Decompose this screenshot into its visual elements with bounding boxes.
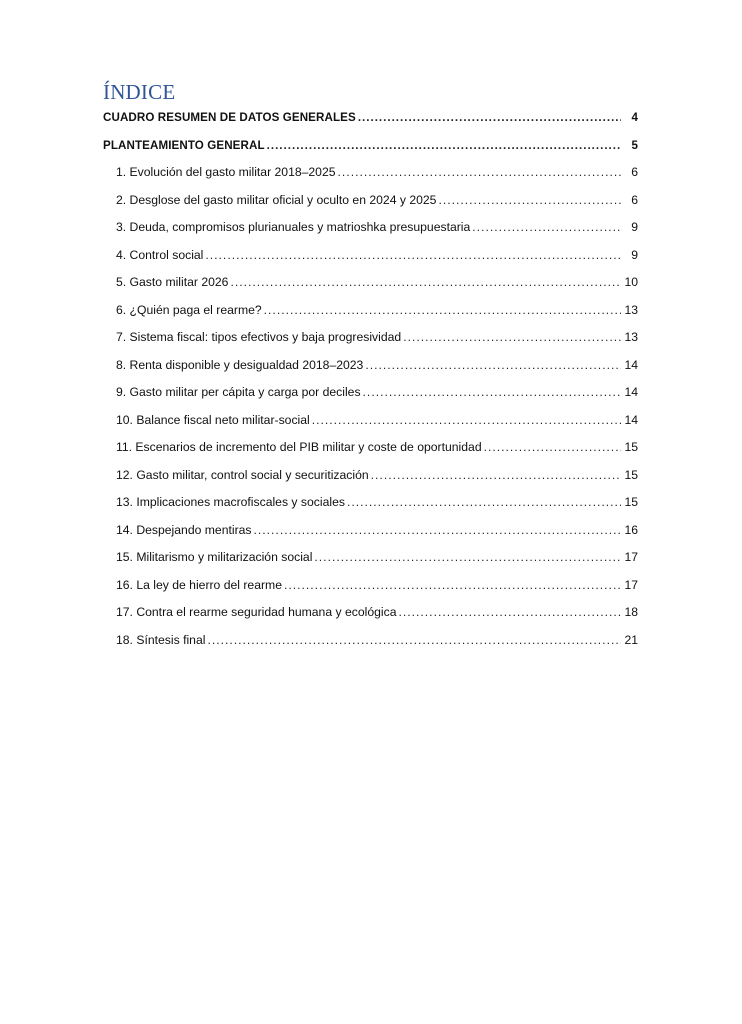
toc-entry-page: 21 — [624, 632, 638, 647]
toc-entry-5[interactable] — [103, 269, 638, 297]
dot-leader — [314, 544, 621, 572]
toc-entry-label: 7. Sistema fiscal: tipos efectivos y baja progresividad — [116, 330, 402, 344]
toc-entry-label: 17. Contra el rearme seguridad humana y ecológica — [116, 605, 397, 619]
toc-entry-14[interactable] — [103, 517, 638, 545]
toc-entry-label: 3. Deuda, compromisos plurianuales y matrioshka presupuestaria — [116, 220, 471, 234]
toc-entry-10[interactable] — [103, 407, 638, 435]
toc-entry-6[interactable] — [103, 297, 638, 325]
toc-title: ÍNDICE — [103, 80, 176, 104]
toc-entry-2[interactable] — [103, 187, 638, 215]
dot-leader — [371, 462, 621, 490]
dot-leader — [264, 297, 621, 325]
toc-entry-page: 16 — [624, 522, 638, 537]
toc-entry-label: 9. Gasto militar per cápita y carga por deciles — [116, 385, 361, 399]
dot-leader — [365, 352, 621, 380]
toc-entry-page: 14 — [624, 412, 638, 427]
dot-leader — [254, 517, 622, 545]
toc-entry-3[interactable] — [103, 214, 638, 242]
toc-entry-page: 9 — [631, 247, 638, 262]
toc-entry-page: 13 — [624, 330, 638, 344]
toc-entry-page: 4 — [631, 111, 638, 124]
dot-leader — [338, 159, 621, 187]
toc-entry-18[interactable] — [103, 627, 638, 655]
toc-entry-page: 6 — [631, 192, 638, 207]
toc-entry-12[interactable] — [103, 462, 638, 490]
dot-leader — [347, 489, 621, 517]
toc-entry-page: 17 — [624, 577, 638, 592]
toc-entry-label: 4. Control social — [116, 247, 204, 262]
dot-leader — [312, 407, 621, 435]
toc-entry-label: 11. Escenarios de incremento del PIB militar y coste de oportunidad — [116, 440, 482, 454]
toc-entry-label: 10. Balance fiscal neto militar-social — [116, 412, 310, 427]
toc-entry-label: 5. Gasto militar 2026 — [116, 275, 229, 289]
dot-leader — [267, 132, 621, 160]
toc-entry-label: 18. Síntesis final — [116, 632, 206, 647]
toc-entry-label: 2. Desglose del gasto militar oficial y oculto en 2024 y 2025 — [116, 192, 437, 207]
dot-leader — [363, 379, 621, 407]
toc-entry-label: PLANTEAMIENTO GENERAL — [103, 138, 265, 152]
dot-leader — [207, 627, 621, 655]
toc-entry-page: 14 — [624, 385, 638, 399]
toc-entry-page: 17 — [624, 550, 638, 564]
toc-entry-cuadro-resumen[interactable] — [103, 104, 638, 132]
toc-entry-13[interactable] — [103, 489, 638, 517]
toc-entry-16[interactable] — [103, 572, 638, 600]
toc-entry-page: 15 — [624, 467, 638, 482]
dot-leader — [398, 599, 621, 627]
toc-entry-planteamiento-general[interactable] — [103, 132, 638, 160]
dot-leader — [284, 572, 621, 600]
toc-entry-label: 15. Militarismo y militarización social — [116, 550, 313, 564]
dot-leader — [358, 104, 621, 132]
dot-leader — [403, 324, 621, 352]
toc-entry-page: 6 — [631, 165, 638, 179]
dot-leader — [472, 214, 621, 242]
toc-entry-label: 6. ¿Quién paga el rearme? — [116, 302, 262, 317]
toc-entry-label: 8. Renta disponible y desigualdad 2018–2023 — [116, 357, 364, 372]
toc-entry-label: CUADRO RESUMEN DE DATOS GENERALES — [103, 111, 356, 124]
table-of-contents — [103, 104, 638, 654]
toc-entry-page: 15 — [624, 495, 638, 509]
dot-leader — [484, 434, 621, 462]
toc-entry-page: 9 — [631, 220, 638, 234]
dot-leader — [438, 187, 621, 215]
toc-entry-page: 10 — [624, 275, 638, 289]
toc-entry-label: 13. Implicaciones macrofiscales y sociales — [116, 495, 345, 509]
toc-entry-label: 12. Gasto militar, control social y securitización — [116, 467, 369, 482]
dot-leader — [205, 242, 621, 270]
toc-entry-page: 14 — [624, 357, 638, 372]
toc-entry-label: 14. Despejando mentiras — [116, 522, 252, 537]
toc-entry-label: 1. Evolución del gasto militar 2018–2025 — [116, 165, 336, 179]
dot-leader — [230, 269, 621, 297]
toc-entry-17[interactable] — [103, 599, 638, 627]
toc-entry-11[interactable] — [103, 434, 638, 462]
toc-entry-15[interactable] — [103, 544, 638, 572]
toc-entry-page: 5 — [631, 138, 638, 152]
toc-entry-label: 16. La ley de hierro del rearme — [116, 577, 282, 592]
toc-entry-7[interactable] — [103, 324, 638, 352]
toc-entry-page: 18 — [624, 605, 638, 619]
toc-entry-9[interactable] — [103, 379, 638, 407]
toc-entry-8[interactable] — [103, 352, 638, 380]
toc-entry-1[interactable] — [103, 159, 638, 187]
toc-entry-page: 15 — [624, 440, 638, 454]
toc-entry-4[interactable] — [103, 242, 638, 270]
toc-entry-page: 13 — [624, 302, 638, 317]
